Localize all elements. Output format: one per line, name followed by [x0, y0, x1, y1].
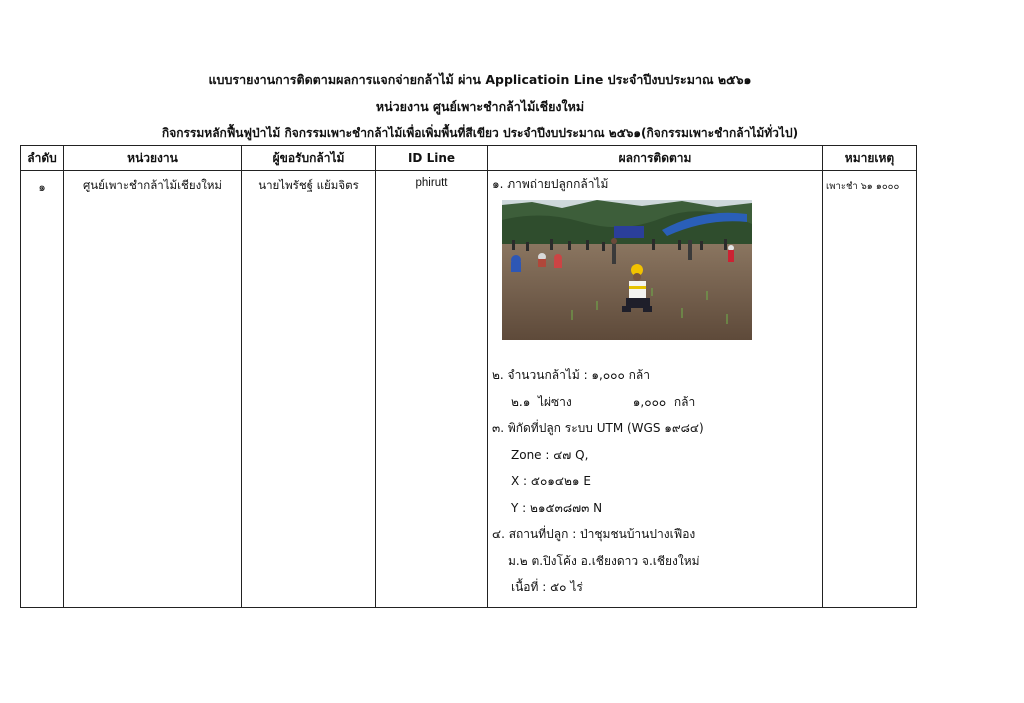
report-title: แบบรายงานการติดตามผลการแจกจ่ายกล้าไม้ ผ่าน Applicatioin Line ประจำปีงบประมาณ ๒๕๖๑	[208, 72, 752, 87]
cell-recipient: นายไพรัชฐ์ แย้มจิตร	[242, 171, 376, 608]
table-row	[21, 171, 917, 608]
planting-photo-image	[502, 200, 752, 340]
utm-x: X : ๕๐๑๔๒๑ E	[511, 474, 591, 488]
cell-results	[488, 171, 823, 608]
coordinate-heading: ๓. พิกัดที่ปลูก ระบบ UTM (WGS ๑๙๘๔)	[492, 421, 704, 435]
cell-id-line: phirutt	[376, 171, 488, 608]
cell-note: เพาะชำ ๖๑ ๑๐๐๐	[823, 171, 917, 608]
planting-place: ๔. สถานที่ปลูก : ป่าชุมชนบ้านปางเฟือง	[492, 527, 696, 541]
photo-heading: ๑. ภาพถ่ายปลูกกล้าไม้	[492, 177, 609, 191]
col-header-results: ผลการติดตาม	[488, 146, 823, 171]
planting-place-detail: ม.๒ ต.ปิงโค้ง อ.เชียงดาว จ.เชียงใหม่	[508, 553, 700, 568]
utm-zone: Zone : ๔๗ Q,	[511, 447, 589, 462]
col-header-no: ลำดับ	[21, 146, 64, 171]
report-header	[0, 66, 960, 147]
utm-y: Y : ๒๑๕๓๘๗๓ N	[511, 500, 603, 515]
cell-unit: ศูนย์เพาะชำกล้าไม้เชียงใหม่	[64, 171, 242, 608]
cell-no: ๑	[21, 171, 64, 608]
col-header-note: หมายเหตุ	[823, 146, 917, 171]
table-header-row	[21, 146, 917, 171]
col-header-recipient: ผู้ขอรับกล้าไม้	[242, 146, 376, 171]
seedling-species: ๒.๑ ไผ่ซาง ๑,๐๐๐ กล้า	[511, 394, 696, 409]
col-header-unit: หน่วยงาน	[64, 146, 242, 171]
planting-area: เนื้อที่ : ๕๐ ไร่	[511, 580, 583, 594]
agency-title: หน่วยงาน ศูนย์เพาะชำกล้าไม้เชียงใหม่	[375, 99, 585, 114]
col-header-id-line: ID Line	[376, 146, 488, 171]
report-table	[20, 145, 917, 608]
activity-title: กิจกรรมหลักฟื้นฟูป่าไม้ กิจกรรมเพาะชำกล้าไม้เพื่อเพิ่มพื้นที่สีเขียว ประจำปีงบประมาณ ๒๕๖๑(กิจกรรมเพาะชำกล้าไม้ทั่วไป)	[161, 126, 799, 140]
planting-photo	[502, 200, 752, 340]
seedling-count: ๒. จำนวนกล้าไม้ : ๑,๐๐๐ กล้า	[492, 368, 651, 382]
